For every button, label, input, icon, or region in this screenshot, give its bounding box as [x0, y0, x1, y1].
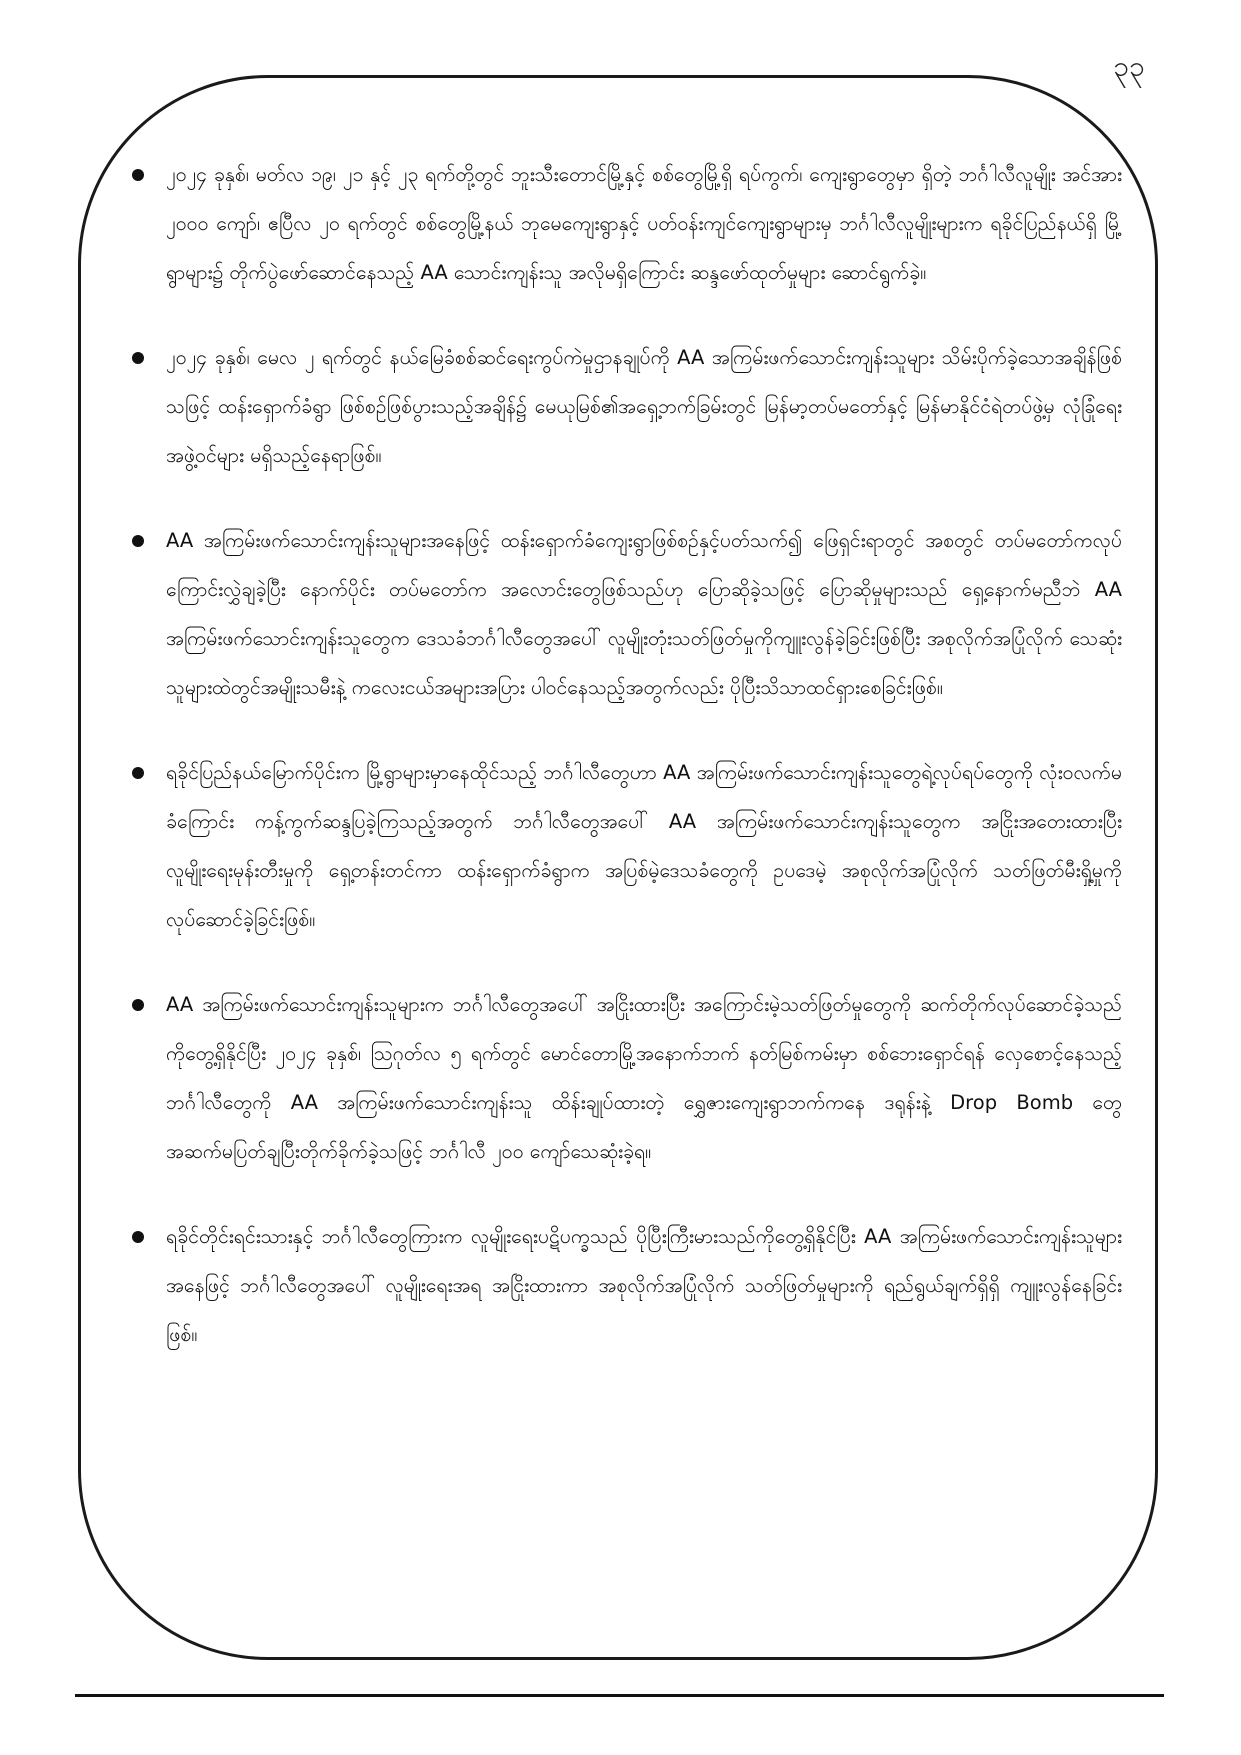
- bullet-dot-icon: [132, 535, 144, 547]
- bullet-item: [132, 1212, 1122, 1359]
- bullet-text: ၂၀၂၄ ခုနှစ်၊ မတ်လ ၁၉၊ ၂၁ နှင့် ၂၃ ရက်တို့တွင် ဘူးသီးတောင်မြို့နှင့် စစ်တွေမြို့ရှိ ရပ်ကွက်၊ ကျေးရွာတွေမှာ ရှိတဲ့ ဘင်္ဂါလီလူမျိုး အင်အား ၂၀၀၀ ကျော်၊ ဧပြီလ ၂၀ ရက်တွင် စစ်တွေမြို့နယ် ဘုမေကျေးရွာနှင့် ပတ်ဝန်းကျင်ကျေးရွာများမှ ဘင်္ဂါလီလူမျိုးများက ရခိုင်ပြည်နယ်ရှိ မြို့ရွာများ၌ တိုက်ပွဲဖော်ဆောင်နေသည့် AA သောင်းကျန်းသူ အလိုမရှိကြောင်း ဆန္ဒဖော်ထုတ်မှုများ ဆောင်ရွက်ခဲ့။: [166, 163, 1122, 284]
- bullet-dot-icon: [132, 767, 144, 779]
- page-number: ၃၃: [1113, 50, 1145, 83]
- bullet-text: ရခိုင်ပြည်နယ်မြောက်ပိုင်းက မြို့ရွာများမှာနေထိုင်သည့် ဘင်္ဂါလီတွေဟာ AA အကြမ်းဖက်သောင်းကျန်းသူတွေရဲ့လုပ်ရပ်တွေကို လုံးဝလက်မခံကြောင်း ကန့်ကွက်ဆန္ဒပြခဲ့ကြသည့်အတွက် ဘင်္ဂါလီတွေအပေါ် AA အကြမ်းဖက်သောင်းကျန်းသူတွေက အငြိုးအတေးထားပြီး လူမျိုးရေးမုန်းတီးမှုကို ရှေ့တန်းတင်ကာ ထန်းရှောက်ခံရွာက အပြစ်မဲ့ဒေသခံတွေကို ဥပဒေမဲ့ အစုလိုက်အပြုံလိုက် သတ်ဖြတ်မီးရှို့မှုကို လုပ်ဆောင်ခဲ့ခြင်းဖြစ်။: [166, 761, 1122, 931]
- bullet-item: [132, 150, 1122, 297]
- bullet-item: [132, 748, 1122, 944]
- bullet-item: [132, 333, 1122, 480]
- bullet-text: ၂၀၂၄ ခုနှစ်၊ မေလ ၂ ရက်တွင် နယ်မြေခံစစ်ဆင်ရေးကွပ်ကဲမှုဌာနချုပ်ကို AA အကြမ်းဖက်သောင်းကျန်းသူများ သိမ်းပိုက်ခဲ့သောအချိန်ဖြစ်သဖြင့် ထန်းရှောက်ခံရွာ ဖြစ်စဉ်ဖြစ်ပွားသည့်အချိန်၌ မေယုမြစ်၏အရှေ့ဘက်ခြမ်းတွင် မြန်မာ့တပ်မတော်နှင့် မြန်မာနိုင်ငံရဲတပ်ဖွဲ့မှ လုံခြုံရေးအဖွဲ့ဝင်များ မရှိသည့်နေရာဖြစ်။: [166, 346, 1122, 467]
- bullet-item: [132, 980, 1122, 1176]
- bullet-text: AA အကြမ်းဖက်သောင်းကျန်းသူများက ဘင်္ဂါလီတွေအပေါ် အငြိုးထားပြီး အကြောင်းမဲ့သတ်ဖြတ်မှုတွေကို ဆက်တိုက်လုပ်ဆောင်ခဲ့သည်ကိုတွေ့ရှိနိုင်ပြီး ၂၀၂၄ ခုနှစ်၊ ဩဂုတ်လ ၅ ရက်တွင် မောင်တောမြို့အနောက်ဘက် နတ်မြစ်ကမ်းမှာ စစ်ဘေးရှောင်ရန် လှေစောင့်နေသည့် ဘင်္ဂါလီတွေကို AA အကြမ်းဖက်သောင်းကျန်းသူ ထိန်းချုပ်ထားတဲ့ ရွှေဇားကျေးရွာဘက်ကနေ ဒရုန်းနဲ့ Drop Bomb တွေ အဆက်မပြတ်ချပြီးတိုက်ခိုက်ခဲ့သဖြင့် ဘင်္ဂါလီ ၂၀၀ ကျော်သေဆုံးခဲ့ရ။: [166, 993, 1122, 1163]
- bullet-text: ရခိုင်တိုင်းရင်းသားနှင့် ဘင်္ဂါလီတွေကြားက လူမျိုးရေးပဋိပက္ခသည် ပိုပြီးကြီးမားသည်ကိုတွေ့ရှိနိုင်ပြီး AA အကြမ်းဖက်သောင်းကျန်းသူများအနေဖြင့် ဘင်္ဂါလီတွေအပေါ် လူမျိုးရေးအရ အငြိုးထားကာ အစုလိုက်အပြုံလိုက် သတ်ဖြတ်မှုများကို ရည်ရွယ်ချက်ရှိရှိ ကျူးလွန်နေခြင်းဖြစ်။: [166, 1225, 1122, 1346]
- bullet-text: AA အကြမ်းဖက်သောင်းကျန်းသူများအနေဖြင့် ထန်းရှောက်ခံကျေးရွာဖြစ်စဉ်နှင့်ပတ်သက်၍ ဖြေရှင်းရာတွင် အစတွင် တပ်မတော်ကလုပ်ကြောင်းလွှဲချခဲ့ပြီး နောက်ပိုင်း တပ်မတော်က အလောင်းတွေဖြစ်သည်ဟု ပြောဆိုခဲ့သဖြင့် ပြောဆိုမှုများသည် ရှေ့နောက်မညီဘဲ AA အကြမ်းဖက်သောင်းကျန်းသူတွေက ဒေသခံဘင်္ဂါလီတွေအပေါ် လူမျိုးတုံးသတ်ဖြတ်မှုကိုကျူးလွန်ခဲ့ခြင်းဖြစ်ပြီး အစုလိုက်အပြုံလိုက် သေဆုံးသူများထဲတွင်အမျိုးသမီးနဲ့ ကလေးငယ်အများအပြား ပါဝင်နေသည့်အတွက်လည်း ပိုပြီးသိသာထင်ရှားစေခြင်းဖြစ်။: [166, 529, 1122, 699]
- bullet-dot-icon: [132, 999, 144, 1011]
- bottom-divider: [75, 1694, 1164, 1697]
- bullet-item: [132, 516, 1122, 712]
- bullet-list: [132, 150, 1122, 1395]
- bullet-dot-icon: [132, 1231, 144, 1243]
- bullet-dot-icon: [132, 352, 144, 364]
- bullet-dot-icon: [132, 169, 144, 181]
